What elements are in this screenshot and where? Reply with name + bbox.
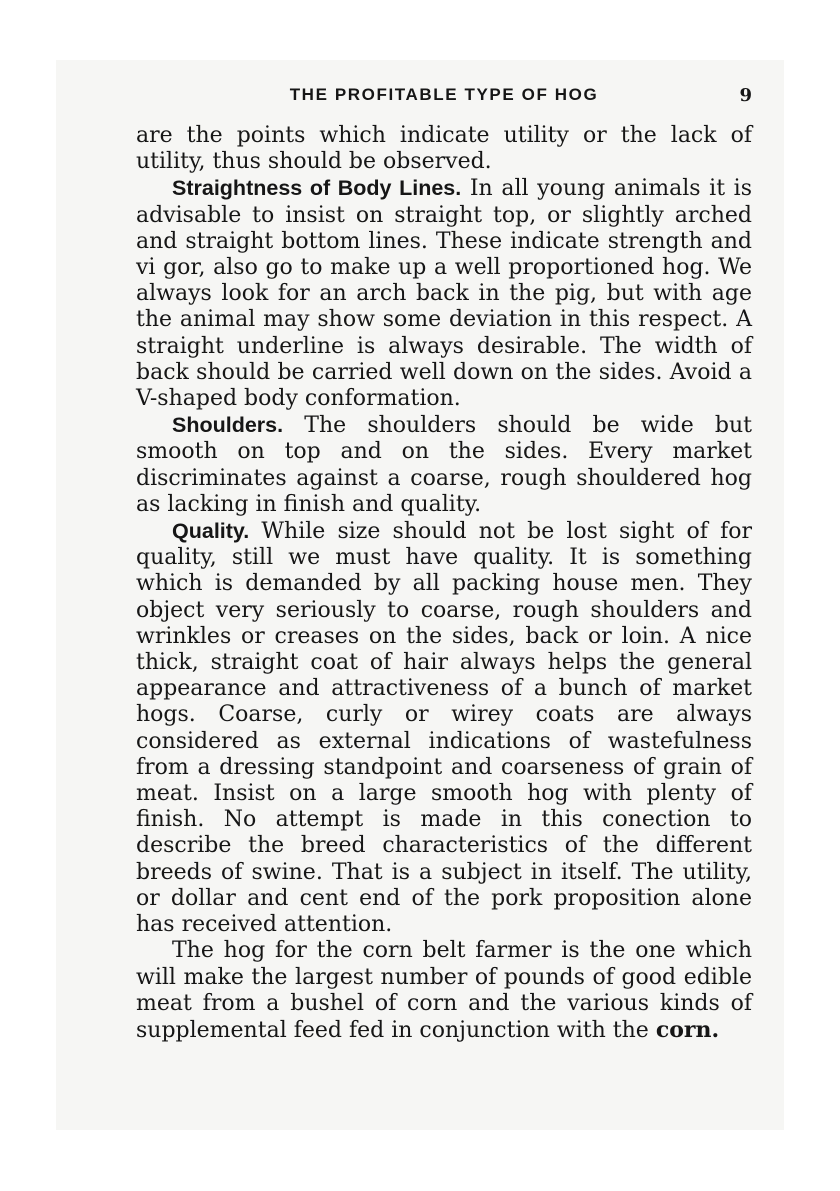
- paragraph-text: In all young animals it is advisable to insist on straight top, or slightly arched and straight bottom lines. These indicate strength and vi gor, also go to make up a well proportioned hog. We always look for an arch back in the pig, but with age the animal may show some deviation in this respect. A straight underline is always desirable. The width of back should be carried well down on the sides. Avoid a V-shaped body conformation.: [136, 176, 752, 412]
- paragraph-quality: [136, 518, 752, 938]
- paragraph-text: While size should not be lost sight of for quality, still we must have quality. It is something which is demanded by all packing house men. They object very seriously to coarse, rough shoulders and wrinkles or creases on the sides, back or loin. A nice thick, straight coat of hair always helps the general appearance and attractiveness of a bunch of market hogs. Coarse, curly or wirey coats are always considered as external indications of wastefulness from a dressing standpoint and coarseness of grain of meat. Insist on a large smooth hog with plenty of finish. No attempt is made in this conection to describe the breed characteristics of the different breeds of swine. That is a subject in itself. The utility, or dollar and cent end of the pork proposition alone has received attention.: [136, 519, 752, 938]
- paragraph-shoulders: [136, 412, 752, 518]
- page-number: 9: [739, 85, 752, 106]
- body-text: [136, 123, 752, 1044]
- section-heading-shoulders: Shoulders.: [172, 413, 284, 438]
- section-heading-quality: Quality.: [172, 519, 250, 544]
- paragraph-text: The shoulders should be wide but smooth on top and on the sides. Every market discriminates against a coarse, rough shouldered hog as lacking in finish and quality.: [136, 413, 752, 517]
- paragraph-end-word: corn.: [655, 1016, 720, 1043]
- page-header: [136, 85, 752, 109]
- paragraph-corn-belt: [136, 938, 752, 1044]
- paragraph-body-lines: [136, 175, 752, 412]
- section-heading-straightness: Straightness of Body Lines.: [172, 176, 462, 201]
- running-title: THE PROFITABLE TYPE OF HOG: [289, 85, 599, 104]
- paragraph-text: are the points which indicate utility or the lack of utility, thus should be observed.: [136, 123, 752, 175]
- paragraph-text: The hog for the corn belt farmer is the one which will make the largest number of pounds of good edible meat from a bushel of corn and the various kinds of supplemental feed fed in conjunction with the: [136, 938, 752, 1043]
- paragraph-continuation: [136, 123, 752, 175]
